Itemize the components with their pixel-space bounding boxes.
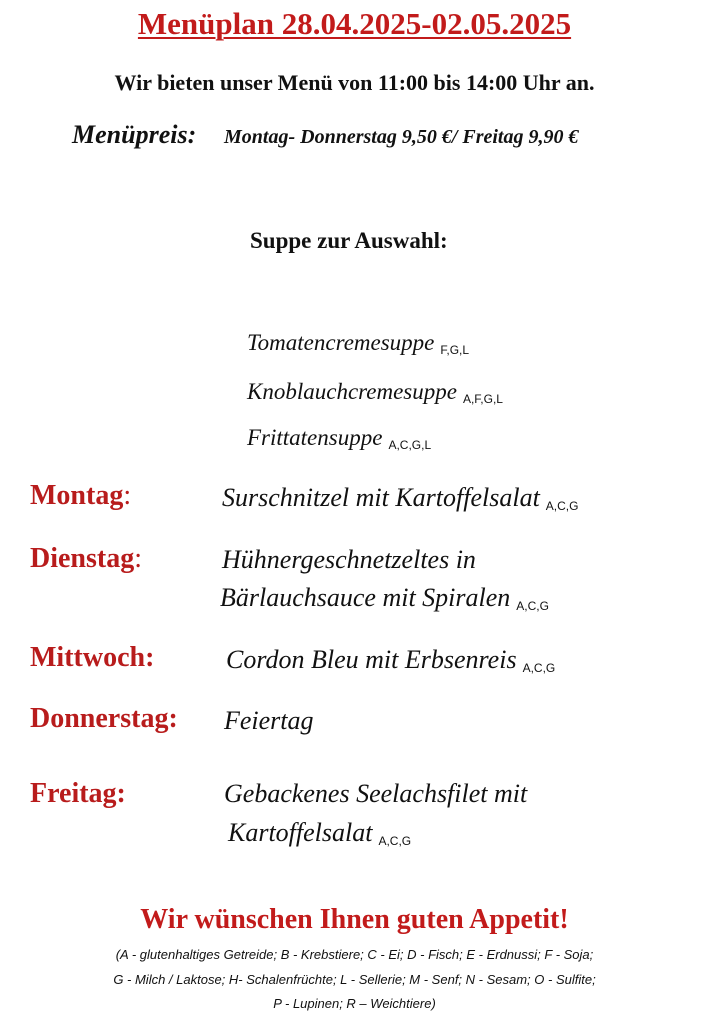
soup-name: Knoblauchcremesuppe — [247, 379, 457, 404]
dish-dienstag-line1: Hühnergeschnetzeltes in — [222, 545, 476, 574]
day-name: Dienstag — [30, 543, 135, 574]
day-label-montag — [30, 480, 131, 512]
allergen-codes: A,F,G,L — [462, 392, 503, 406]
allergen-codes: A,C,G — [378, 834, 412, 848]
soup-name: Tomatencremesuppe — [247, 330, 435, 355]
soup-item — [247, 330, 469, 356]
dish-donnerstag: Feiertag — [224, 706, 314, 735]
serving-hours: Wir bieten unser Menü von 11:00 bis 14:00 Uhr an. — [114, 70, 595, 95]
day-name: Montag — [30, 480, 124, 511]
allergen-codes: A,C,G — [545, 499, 579, 513]
price-text: Montag- Donnerstag 9,50 €/ Freitag 9,90 € — [224, 126, 579, 148]
soup-item — [247, 379, 503, 405]
dish-line: Kartoffelsalat — [228, 818, 373, 847]
allergen-legend-line: P - Lupinen; R – Weichtiere) — [273, 996, 436, 1011]
day-label-mittwoch: Mittwoch: — [30, 642, 155, 673]
day-label-dienstag — [30, 543, 142, 575]
day-separator: : — [123, 480, 132, 511]
day-label-freitag: Freitag: — [30, 778, 126, 809]
dish-dienstag-line2 — [220, 583, 549, 613]
allergen-codes: A,C,G,L — [388, 438, 432, 452]
dish-freitag-line1: Gebackenes Seelachsfilet mit — [224, 779, 528, 808]
closing-message: Wir wünschen Ihnen guten Appetit! — [140, 904, 569, 935]
allergen-legend-line: (A - glutenhaltiges Getreide; B - Krebstiere; C - Ei; D - Fisch; E - Erdnussi; F - Soja; — [115, 947, 594, 962]
allergen-codes: A,C,G — [522, 661, 556, 675]
price-label: Menüpreis: — [72, 120, 197, 149]
day-label-donnerstag: Donnerstag: — [30, 703, 178, 734]
day-separator: : — [134, 543, 143, 574]
page-title: Menüplan 28.04.2025-02.05.2025 — [137, 6, 572, 41]
soup-name: Frittatensuppe — [247, 425, 383, 450]
soup-heading: Suppe zur Auswahl: — [250, 228, 448, 253]
allergen-legend-line: G - Milch / Laktose; H- Schalenfrüchte; L - Sellerie; M - Senf; N - Sesam; O - Sulfite; — [113, 972, 596, 987]
allergen-codes: F,G,L — [440, 343, 470, 357]
dish-mittwoch — [226, 645, 555, 675]
dish-montag — [222, 483, 578, 513]
allergen-codes: A,C,G — [516, 599, 549, 613]
dish-line: Cordon Bleu mit Erbsenreis — [226, 645, 517, 674]
soup-item — [247, 425, 431, 451]
dish-freitag-line2 — [228, 818, 411, 848]
dish-line: Bärlauchsauce mit Spiralen — [220, 583, 511, 612]
dish-line: Surschnitzel mit Kartoffelsalat — [222, 483, 540, 512]
